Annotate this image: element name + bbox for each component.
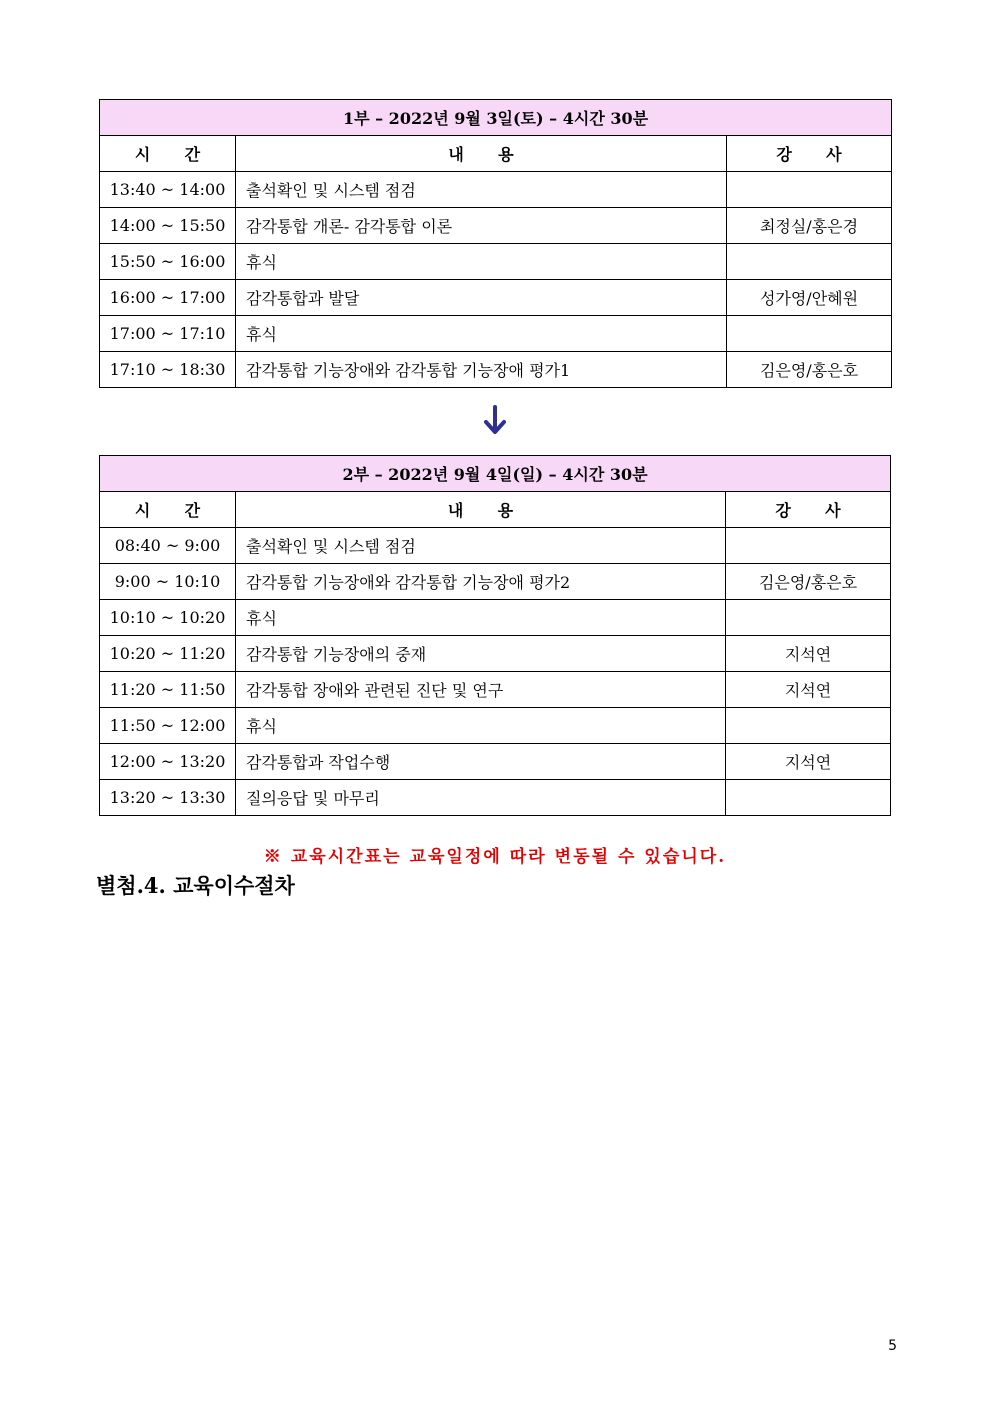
table-row: [100, 352, 892, 388]
table-title-row: [100, 456, 891, 492]
lecturer-cell: [727, 244, 892, 280]
lecturer-cell: 지석연: [726, 744, 891, 780]
table-header-row: [100, 492, 891, 528]
table-title: 1부 – 2022년 9월 3일(토) – 4시간 30분: [100, 100, 892, 136]
table-row: [100, 316, 892, 352]
table-row: [100, 744, 891, 780]
content-cell: 감각통합과 발달: [236, 280, 727, 316]
content-cell: 감각통합 장애와 관련된 진단 및 연구: [236, 672, 726, 708]
time-cell: 14:00 ~ 15:50: [100, 208, 236, 244]
table-row: [100, 564, 891, 600]
time-cell: 10:10 ~ 10:20: [100, 600, 236, 636]
content-cell: 휴식: [236, 244, 727, 280]
time-cell: 15:50 ~ 16:00: [100, 244, 236, 280]
header-lecturer: 강 사: [726, 492, 891, 528]
time-cell: 10:20 ~ 11:20: [100, 636, 236, 672]
lecturer-cell: 김은영/홍은호: [727, 352, 892, 388]
time-cell: 13:20 ~ 13:30: [100, 780, 236, 816]
header-lecturer: 강 사: [727, 136, 892, 172]
content-cell: 질의응답 및 마무리: [236, 780, 726, 816]
lecturer-cell: 성가영/안혜원: [727, 280, 892, 316]
content-cell: 감각통합 기능장애와 감각통합 기능장애 평가2: [236, 564, 726, 600]
time-cell: 17:00 ~ 17:10: [100, 316, 236, 352]
time-cell: 12:00 ~ 13:20: [100, 744, 236, 780]
content-cell: 감각통합 기능장애와 감각통합 기능장애 평가1: [236, 352, 727, 388]
content-cell: 감각통합과 작업수행: [236, 744, 726, 780]
table-row: [100, 208, 892, 244]
schedule-change-notice: ※ 교육시간표는 교육일정에 따라 변동될 수 있습니다.: [263, 847, 727, 867]
lecturer-cell: [727, 172, 892, 208]
lecturer-cell: [726, 708, 891, 744]
header-content: 내 용: [236, 136, 727, 172]
table-row: [100, 780, 891, 816]
lecturer-cell: 지석연: [726, 672, 891, 708]
content-cell: 감각통합 개론- 감각통합 이론: [236, 208, 727, 244]
table-row: [100, 528, 891, 564]
arrow-down-icon: [481, 404, 509, 436]
time-cell: 13:40 ~ 14:00: [100, 172, 236, 208]
table-row: [100, 708, 891, 744]
page-number: 5: [888, 1338, 897, 1354]
content-cell: 휴식: [236, 316, 727, 352]
lecturer-cell: 지석연: [726, 636, 891, 672]
header-content: 내 용: [236, 492, 726, 528]
table-row: [100, 600, 891, 636]
lecturer-cell: [727, 316, 892, 352]
table-row: [100, 172, 892, 208]
time-cell: 08:40 ~ 9:00: [100, 528, 236, 564]
table-title-row: [100, 100, 892, 136]
header-time: 시 간: [100, 492, 236, 528]
content-cell: 휴식: [236, 600, 726, 636]
section-heading: 별첨.4. 교육이수절차: [96, 873, 295, 898]
header-time: 시 간: [100, 136, 236, 172]
content-cell: 출석확인 및 시스템 점검: [236, 528, 726, 564]
schedule-table-part1: [99, 99, 892, 388]
table-title: 2부 – 2022년 9월 4일(일) – 4시간 30분: [100, 456, 891, 492]
time-cell: 11:20 ~ 11:50: [100, 672, 236, 708]
lecturer-cell: [726, 600, 891, 636]
table-row: [100, 636, 891, 672]
content-cell: 휴식: [236, 708, 726, 744]
schedule-table-part2: [99, 455, 891, 816]
lecturer-cell: [726, 780, 891, 816]
lecturer-cell: 최정실/홍은경: [727, 208, 892, 244]
table-row: [100, 672, 891, 708]
table-header-row: [100, 136, 892, 172]
time-cell: 17:10 ~ 18:30: [100, 352, 236, 388]
table-row: [100, 244, 892, 280]
table-row: [100, 280, 892, 316]
time-cell: 9:00 ~ 10:10: [100, 564, 236, 600]
lecturer-cell: 김은영/홍은호: [726, 564, 891, 600]
lecturer-cell: [726, 528, 891, 564]
time-cell: 11:50 ~ 12:00: [100, 708, 236, 744]
content-cell: 출석확인 및 시스템 점검: [236, 172, 727, 208]
content-cell: 감각통합 기능장애의 중재: [236, 636, 726, 672]
time-cell: 16:00 ~ 17:00: [100, 280, 236, 316]
